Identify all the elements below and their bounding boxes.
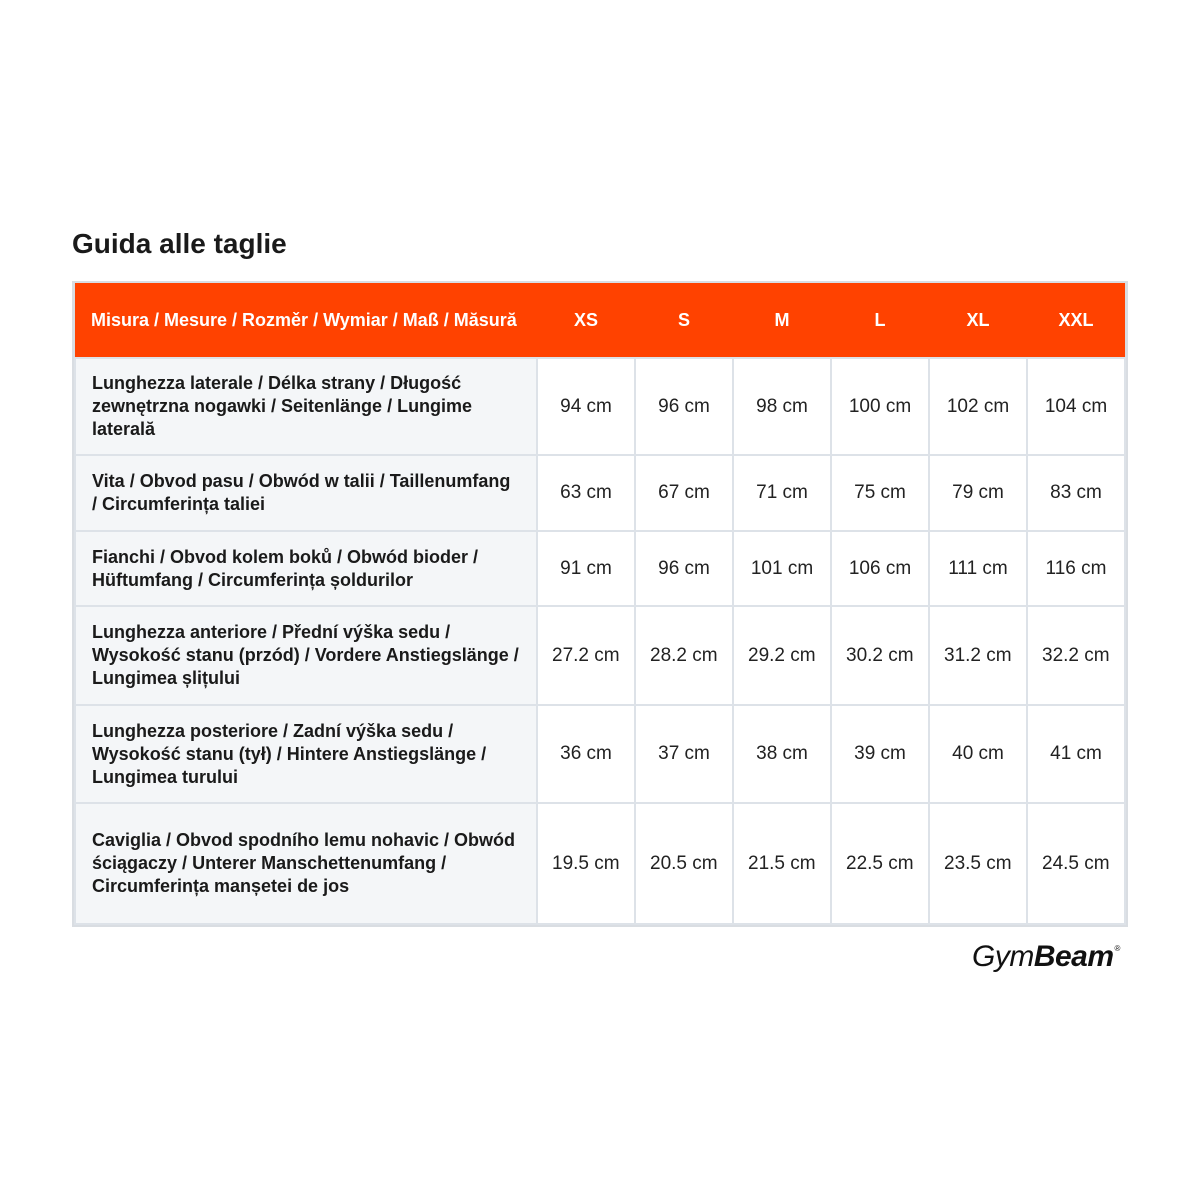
table-cell: 101 cm xyxy=(733,531,831,606)
table-cell: 21.5 cm xyxy=(733,803,831,924)
table-cell: 94 cm xyxy=(537,358,635,455)
table-cell: 63 cm xyxy=(537,455,635,531)
table-cell: 83 cm xyxy=(1027,455,1125,531)
table-row xyxy=(75,358,1125,455)
size-header-s: S xyxy=(635,283,733,358)
table-cell: 20.5 cm xyxy=(635,803,733,924)
row-label: Lunghezza posteriore / Zadní výška sedu / Wysokość stanu (tył) / Hintere Anstiegslänge / Lungimea turului xyxy=(75,705,537,803)
table-cell: 96 cm xyxy=(635,358,733,455)
table-cell: 96 cm xyxy=(635,531,733,606)
table-cell: 71 cm xyxy=(733,455,831,531)
measure-column-header: Misura / Mesure / Rozměr / Wymiar / Maß / Măsură xyxy=(75,283,537,358)
table-cell: 23.5 cm xyxy=(929,803,1027,924)
table-row xyxy=(75,803,1125,924)
table-cell: 116 cm xyxy=(1027,531,1125,606)
table-cell: 91 cm xyxy=(537,531,635,606)
table-cell: 31.2 cm xyxy=(929,606,1027,705)
table-cell: 29.2 cm xyxy=(733,606,831,705)
registered-mark: ® xyxy=(1114,944,1120,953)
table-cell: 24.5 cm xyxy=(1027,803,1125,924)
row-label: Fianchi / Obvod kolem boků / Obwód bioder / Hüftumfang / Circumferința șoldurilor xyxy=(75,531,537,606)
table-cell: 104 cm xyxy=(1027,358,1125,455)
table-cell: 37 cm xyxy=(635,705,733,803)
table-cell: 22.5 cm xyxy=(831,803,929,924)
table-cell: 28.2 cm xyxy=(635,606,733,705)
table-cell: 100 cm xyxy=(831,358,929,455)
size-header-m: M xyxy=(733,283,831,358)
size-header-xxl: XXL xyxy=(1027,283,1125,358)
table-cell: 75 cm xyxy=(831,455,929,531)
table-cell: 67 cm xyxy=(635,455,733,531)
size-header-xl: XL xyxy=(929,283,1027,358)
size-header-l: L xyxy=(831,283,929,358)
table-row xyxy=(75,606,1125,705)
table-cell: 27.2 cm xyxy=(537,606,635,705)
row-label: Lunghezza anteriore / Přední výška sedu / Wysokość stanu (przód) / Vordere Anstiegslänge / Lungimea șlițului xyxy=(75,606,537,705)
table-header-row xyxy=(75,283,1125,358)
row-label: Caviglia / Obvod spodního lemu nohavic / Obwód ściągaczy / Unterer Manschettenumfang / Circumferința manșetei de jos xyxy=(75,803,537,924)
table-row xyxy=(75,705,1125,803)
table-cell: 19.5 cm xyxy=(537,803,635,924)
row-label: Lunghezza laterale / Délka strany / Długość zewnętrzna nogawki / Seitenlänge / Lungime laterală xyxy=(75,358,537,455)
gymbeam-logo xyxy=(972,940,1120,974)
logo-text-gym: Gym xyxy=(972,940,1034,973)
table-cell: 79 cm xyxy=(929,455,1027,531)
page-title: Guida alle taglie xyxy=(72,228,287,259)
table-cell: 102 cm xyxy=(929,358,1027,455)
table-cell: 41 cm xyxy=(1027,705,1125,803)
table-cell: 36 cm xyxy=(537,705,635,803)
row-label: Vita / Obvod pasu / Obwód w talii / Taillenumfang / Circumferința taliei xyxy=(75,455,537,531)
table-cell: 111 cm xyxy=(929,531,1027,606)
table-cell: 106 cm xyxy=(831,531,929,606)
table-cell: 30.2 cm xyxy=(831,606,929,705)
table-row xyxy=(75,455,1125,531)
table-cell: 32.2 cm xyxy=(1027,606,1125,705)
table-row xyxy=(75,531,1125,606)
size-chart-table xyxy=(72,281,1128,927)
table-cell: 38 cm xyxy=(733,705,831,803)
table-cell: 98 cm xyxy=(733,358,831,455)
table-cell: 39 cm xyxy=(831,705,929,803)
table-cell: 40 cm xyxy=(929,705,1027,803)
logo-text-beam: Beam xyxy=(1033,940,1114,973)
size-header-xs: XS xyxy=(537,283,635,358)
